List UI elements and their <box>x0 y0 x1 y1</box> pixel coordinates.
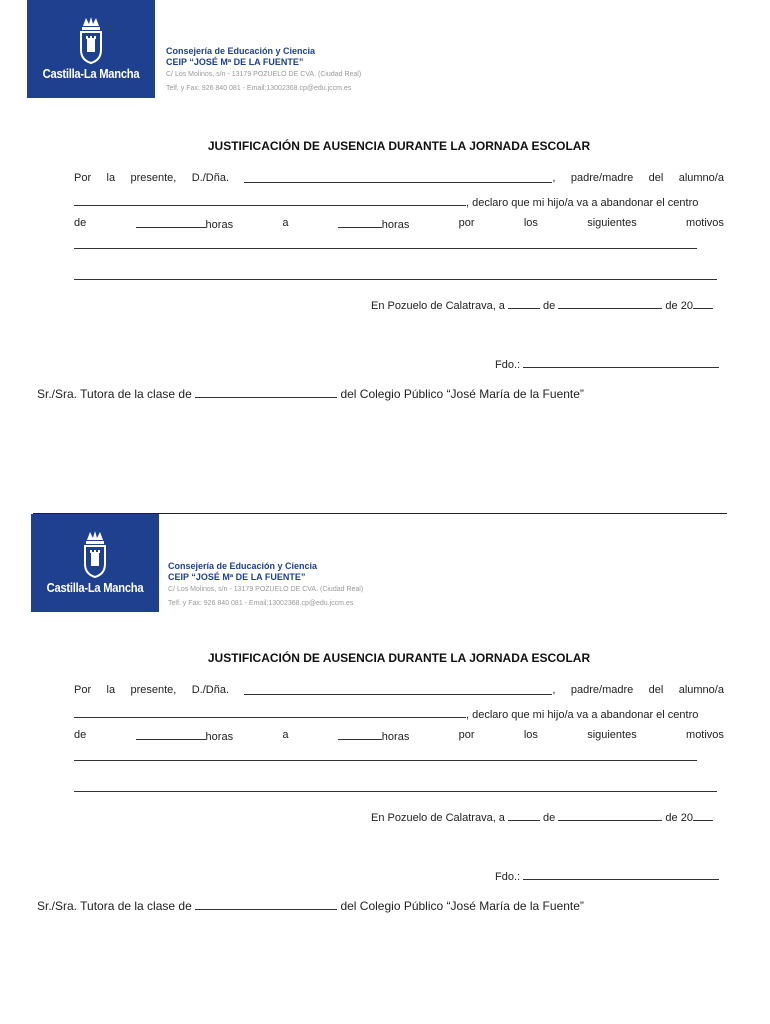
year-blank[interactable] <box>693 810 713 821</box>
signature-blank[interactable] <box>523 869 719 880</box>
crown-shield-icon <box>77 16 105 64</box>
contact: Telf. y Fax: 926 840 081 - Email:13002368.cp@edu.jccm.es <box>166 85 352 92</box>
hours-to-blank[interactable] <box>338 217 382 228</box>
form-title: JUSTIFICACIÓN DE AUSENCIA DURANTE LA JORNADA ESCOLAR <box>207 139 591 153</box>
reason-line-1[interactable] <box>74 248 697 249</box>
hours-from-blank[interactable] <box>136 729 206 740</box>
address: C/ Los Molinos, s/n - 13179 POZUELO DE CVA. (Ciudad Real) <box>168 586 364 593</box>
form-line-1: Por la presente, D./Dña. , padre/madre del alumno/a <box>74 684 724 696</box>
school-header <box>168 561 363 611</box>
place-date-line: En Pozuelo de Calatrava, a de de 20 <box>371 298 713 312</box>
signature-line: Fdo.: <box>495 357 719 371</box>
org-line2: CEIP “JOSÉ Mª DE LA FUENTE” <box>166 57 304 67</box>
org-line1: Consejería de Educación y Ciencia <box>168 561 318 571</box>
castilla-la-mancha-logo <box>31 514 159 612</box>
year-blank[interactable] <box>693 298 713 309</box>
form-line-1: Por la presente, D./Dña. , padre/madre del alumno/a <box>74 172 724 184</box>
hours-from-blank[interactable] <box>136 217 206 228</box>
hours-to-blank[interactable] <box>338 729 382 740</box>
castilla-la-mancha-logo <box>27 0 155 98</box>
crown-shield-icon <box>81 530 109 578</box>
place-date-line: En Pozuelo de Calatrava, a de de 20 <box>371 810 713 824</box>
day-blank[interactable] <box>508 810 540 821</box>
tutor-line: Sr./Sra. Tutora de la clase de del Colegio Público “José María de la Fuente” <box>37 387 584 401</box>
address: C/ Los Molinos, s/n - 13179 POZUELO DE CVA. (Ciudad Real) <box>166 71 362 78</box>
logo-text: Castilla-La Mancha <box>46 580 144 595</box>
form-line-3: de horas a horas por los siguientes motivos <box>74 217 724 231</box>
name-blank[interactable] <box>244 684 552 695</box>
class-blank[interactable] <box>195 387 337 398</box>
justification-form-2 <box>0 512 770 1012</box>
month-blank[interactable] <box>558 810 662 821</box>
school-header <box>166 46 361 96</box>
signature-line: Fdo.: <box>495 869 719 883</box>
reason-line-2[interactable] <box>74 791 717 792</box>
form-line-3: de horas a horas por los siguientes motivos <box>74 729 724 743</box>
contact: Telf. y Fax: 926 840 081 - Email:13002368.cp@edu.jccm.es <box>168 600 354 607</box>
month-blank[interactable] <box>558 298 662 309</box>
form-title: JUSTIFICACIÓN DE AUSENCIA DURANTE LA JORNADA ESCOLAR <box>207 651 591 665</box>
logo-text: Castilla-La Mancha <box>42 66 140 81</box>
signature-blank[interactable] <box>523 357 719 368</box>
org-line1: Consejería de Educación y Ciencia <box>166 46 316 56</box>
class-blank[interactable] <box>195 899 337 910</box>
student-blank[interactable] <box>74 195 466 206</box>
reason-line-2[interactable] <box>74 279 717 280</box>
student-blank[interactable] <box>74 707 466 718</box>
org-line2: CEIP “JOSÉ Mª DE LA FUENTE” <box>168 572 306 582</box>
form-line-2: , declaro que mi hijo/a va a abandonar el centro <box>74 707 698 721</box>
reason-line-1[interactable] <box>74 760 697 761</box>
justification-form-1 <box>0 0 770 500</box>
day-blank[interactable] <box>508 298 540 309</box>
tutor-line: Sr./Sra. Tutora de la clase de del Colegio Público “José María de la Fuente” <box>37 899 584 913</box>
form-line-2: , declaro que mi hijo/a va a abandonar el centro <box>74 195 698 209</box>
name-blank[interactable] <box>244 172 552 183</box>
